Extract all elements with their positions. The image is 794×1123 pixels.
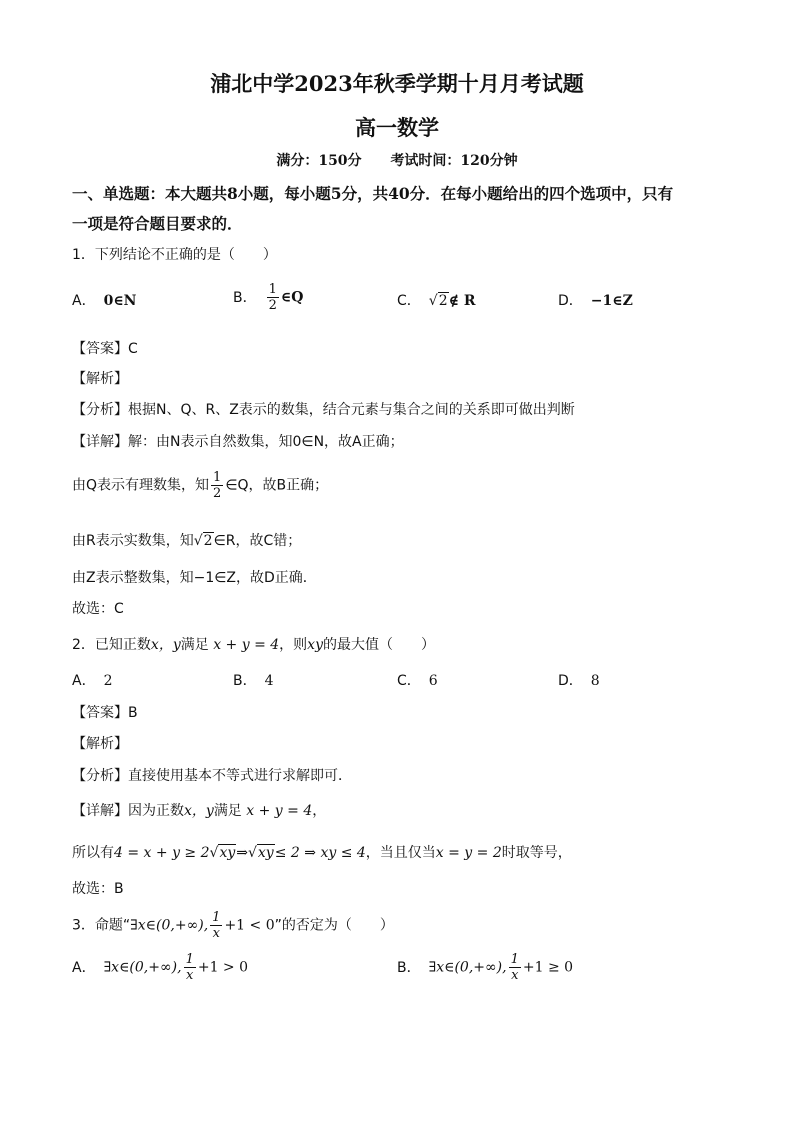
q2-detail-1-eq: x + y = 4 [246,803,313,819]
q3-option-a-quant: ∃x∈(0,+∞), [103,959,182,976]
q1-detail-2-den: 2 [213,486,222,501]
q1-detail-1 [72,431,404,451]
q2-detail-2-ineq: 4 = x + y ≥ 2 [114,845,210,861]
q1-option-b-fraction [267,282,279,313]
q1-detail-4: 由Z表示整数集，知−1∈Z，故D正确． [72,570,317,586]
q2-detail-2-result: ≤ 2 ⇒ xy ≤ 4 [274,845,366,861]
q1-option-b-label: B． [233,289,257,306]
q2-detail-1-e: ， [312,803,327,819]
q2-detail-1-vars: x，y [184,803,214,819]
q2-choice [72,878,124,898]
q3-option-a-den: x [186,968,194,983]
guxuan-tag: 故选： [72,601,114,617]
q1-option-c-label: C． [397,293,421,309]
q2-stem-e: ，则 [279,637,308,653]
q1-detail-3-b: ∈R，故C错； [213,533,302,549]
q3-option-b [397,952,573,983]
q3-option-a-ineq: +1 > 0 [197,959,249,976]
q2-option-a [72,670,113,690]
q1-option-b-tail: ∈Q [280,289,304,306]
q2-stem-vars: x，y [150,637,181,653]
section-heading-line2: 一项是符合题目要求的． [72,214,243,233]
q2-option-c-value: 6 [428,673,438,689]
fenxi-tag: 【分析】 [72,402,128,418]
q1-option-b-num: 1 [268,282,277,297]
q2-option-a-value: 2 [103,673,113,689]
q3-stem-fraction [210,910,222,941]
q1-detail-2-fraction [211,470,223,501]
q3-stem-d: ”的否定为（ ） [274,917,394,934]
q1-detail-3-sqrt: √2 [193,533,213,549]
q2-detail-1-c: 满足 [213,803,242,819]
q1-option-c-tail: ∉ R [448,293,476,309]
q3-stem-den: x [212,926,220,941]
q1-detail-2-num: 1 [213,470,222,485]
q2-option-d-value: 8 [590,673,600,689]
q2-detail-1 [72,800,326,820]
q1-option-c-sqrt: √2 [428,293,448,309]
section-heading-line1: 一、单选题：本大题共8小题，每小题5分，共40分．在每小题给出的四个选项中，只有 [72,184,674,203]
q2-stem-a: 2．已知正数 [72,637,151,653]
exam-title: 浦北中学2023年秋季学期十月月考试题 [210,71,584,96]
q2-option-d [558,670,600,690]
q2-detail-2-sqrt2: √xy [247,845,274,861]
q1-detail-2 [72,470,328,501]
xiangjie-tag: 【详解】 [72,803,128,819]
q3-option-b-den: x [511,968,519,983]
q2-detail-2-a: 所以有 [72,845,114,861]
q2-detail-1-a: 因为正数 [128,803,184,819]
q2-option-b [233,670,274,690]
xiangjie-tag: 【详解】 [72,434,128,450]
q2-detail-2-eqcond: x = y = 2 [435,845,502,861]
q2-stem-eq: x + y = 4 [213,637,280,653]
q1-analysis-tag: 【解析】 [72,371,128,387]
q1-fenxi [72,399,575,419]
q3-option-b-fraction [509,952,521,983]
q1-option-c-radicand: 2 [438,293,448,309]
q2-detail-2-rad2: xy [257,845,274,861]
q1-option-d [558,290,633,310]
q2-option-a-label: A． [72,673,96,689]
q2-stem [72,634,435,654]
q3-stem-a: 3．命题“ [72,917,131,934]
q3-stem-num: 1 [212,910,221,925]
answer-tag: 【答案】 [72,341,128,357]
q1-option-a-label: A． [72,293,96,309]
exam-subject: 高一数学 [355,115,439,140]
q1-detail-1-text: 解：由N表示自然数集，知0∈N，故A正确； [128,434,404,450]
q2-detail-2-e: ，当且仅当 [365,845,436,861]
fenxi-tag: 【分析】 [72,768,128,784]
q3-option-b-quant: ∃x∈(0,+∞), [428,959,507,976]
q2-detail-2-sqrt1: √xy [209,845,236,861]
q1-answer-value: C [128,341,138,357]
exam-time: 考试时间：120分钟 [390,153,518,169]
q3-option-a [72,952,248,983]
answer-tag: 【答案】 [72,705,128,721]
q1-choice [72,598,124,618]
q1-option-a [72,290,136,310]
q2-stem-c: 满足 [180,637,209,653]
q1-detail-3 [72,530,301,550]
q2-detail-2-implies: ⇒ [236,845,248,861]
q3-stem [72,910,394,941]
q1-detail-3-a: 由R表示实数集，知 [72,533,194,549]
guxuan-tag: 故选： [72,881,114,897]
q2-option-b-label: B． [233,673,257,689]
q1-option-c [397,290,476,310]
q1-answer [72,338,138,358]
q3-stem-ineq: +1 < 0 [224,917,275,934]
q2-detail-2 [72,842,572,862]
q3-option-b-num: 1 [510,952,519,967]
q1-option-b [233,282,303,313]
q1-fenxi-text: 根据N、Q、R、Z表示的数集，结合元素与集合之间的关系即可做出判断 [128,402,575,418]
q2-detail-2-g: 时取等号， [501,845,572,861]
q1-option-b-den: 2 [268,298,277,313]
exam-meta [0,150,794,170]
q3-option-a-label: A． [72,959,96,976]
q1-detail-2-a: 由Q表示有理数集，知 [72,477,210,494]
q2-choice-value: B [114,881,124,897]
q3-stem-quant: ∃x∈(0,+∞), [130,917,209,934]
q2-answer [72,702,138,722]
q2-detail-2-rad1: xy [219,845,236,861]
q1-option-d-math: −1∈Z [590,293,633,309]
full-score: 满分：150分 [276,153,362,169]
q2-option-d-label: D． [558,673,583,689]
q3-option-a-num: 1 [185,952,194,967]
q2-fenxi-text: 直接使用基本不等式进行求解即可． [128,768,352,784]
q2-stem-g: 的最大值（ ） [322,637,435,653]
q1-stem: 1．下列结论不正确的是（ ） [72,247,277,263]
q2-stem-xy: xy [307,637,323,653]
q2-option-c-label: C． [397,673,421,689]
q3-option-b-ineq: +1 ≥ 0 [522,959,574,976]
q1-option-d-label: D． [558,293,583,309]
q1-option-a-math: 0∈N [103,293,137,309]
q1-detail-3-radicand: 2 [203,533,213,549]
q2-answer-value: B [128,705,138,721]
q2-option-c [397,670,438,690]
q1-choice-value: C [114,601,124,617]
q3-option-b-label: B． [397,959,421,976]
q2-fenxi [72,765,352,785]
q2-option-b-value: 4 [264,673,274,689]
q3-option-a-fraction [184,952,196,983]
q1-detail-2-b: ∈Q，故B正确； [225,477,329,494]
q2-analysis-tag: 【解析】 [72,736,128,752]
